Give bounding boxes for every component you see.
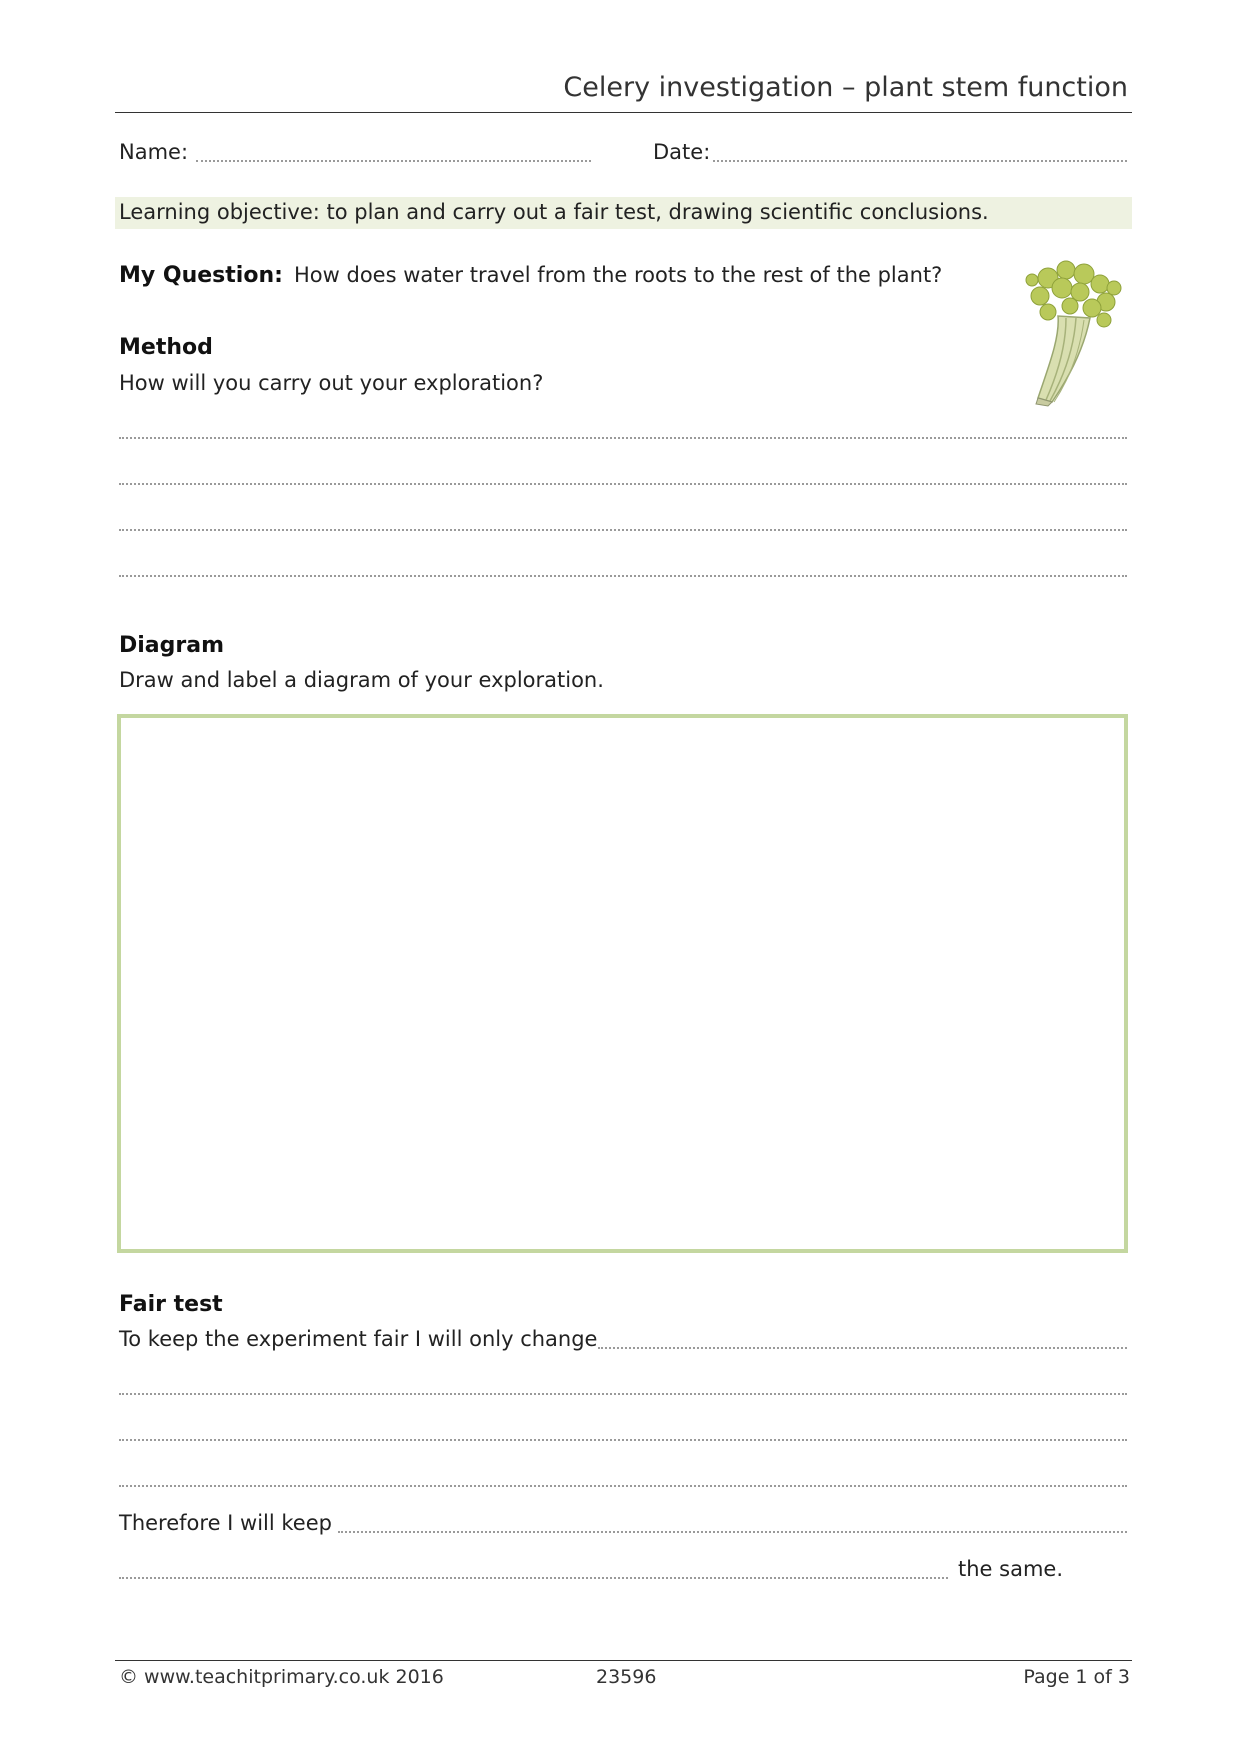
change-line-4[interactable] [119, 1485, 1127, 1487]
date-field[interactable] [713, 160, 1127, 162]
celery-icon [1018, 258, 1130, 408]
question-label: My Question: [119, 263, 283, 288]
page-title: Celery investigation – plant stem function [563, 72, 1128, 103]
method-line-3[interactable] [119, 529, 1127, 531]
footer-page-number: Page 1 of 3 [1023, 1666, 1130, 1688]
name-field[interactable] [196, 160, 591, 162]
change-line-3[interactable] [119, 1439, 1127, 1441]
method-line-1[interactable] [119, 437, 1127, 439]
method-line-2[interactable] [119, 483, 1127, 485]
keep-prompt: Therefore I will keep [119, 1511, 332, 1535]
change-line-2[interactable] [119, 1393, 1127, 1395]
question-text: How does water travel from the roots to the rest of the plant? [294, 263, 943, 287]
diagram-drawing-area[interactable] [117, 714, 1128, 1253]
question-line [119, 263, 942, 288]
footer-rule [115, 1660, 1132, 1661]
fair-test-heading: Fair test [119, 1292, 223, 1317]
learning-objective-banner [115, 197, 1132, 229]
change-prompt: To keep the experiment fair I will only change [119, 1327, 598, 1351]
footer-copyright: © www.teachitprimary.co.uk 2016 [119, 1666, 444, 1688]
name-label: Name: [119, 140, 189, 164]
keep-line-2[interactable] [119, 1577, 948, 1579]
header-rule [115, 112, 1132, 113]
date-label: Date: [653, 140, 711, 164]
method-line-4[interactable] [119, 575, 1127, 577]
diagram-prompt: Draw and label a diagram of your exploration. [119, 668, 604, 692]
footer-code: 23596 [596, 1666, 657, 1688]
change-line-1[interactable] [598, 1347, 1127, 1349]
diagram-heading: Diagram [119, 633, 225, 658]
keep-line-1[interactable] [338, 1531, 1127, 1533]
method-heading: Method [119, 335, 213, 360]
learning-objective-text: Learning objective: to plan and carry out a fair test, drawing scientific conclusions. [119, 200, 989, 224]
same-suffix: the same. [958, 1557, 1063, 1581]
method-prompt: How will you carry out your exploration? [119, 371, 544, 395]
